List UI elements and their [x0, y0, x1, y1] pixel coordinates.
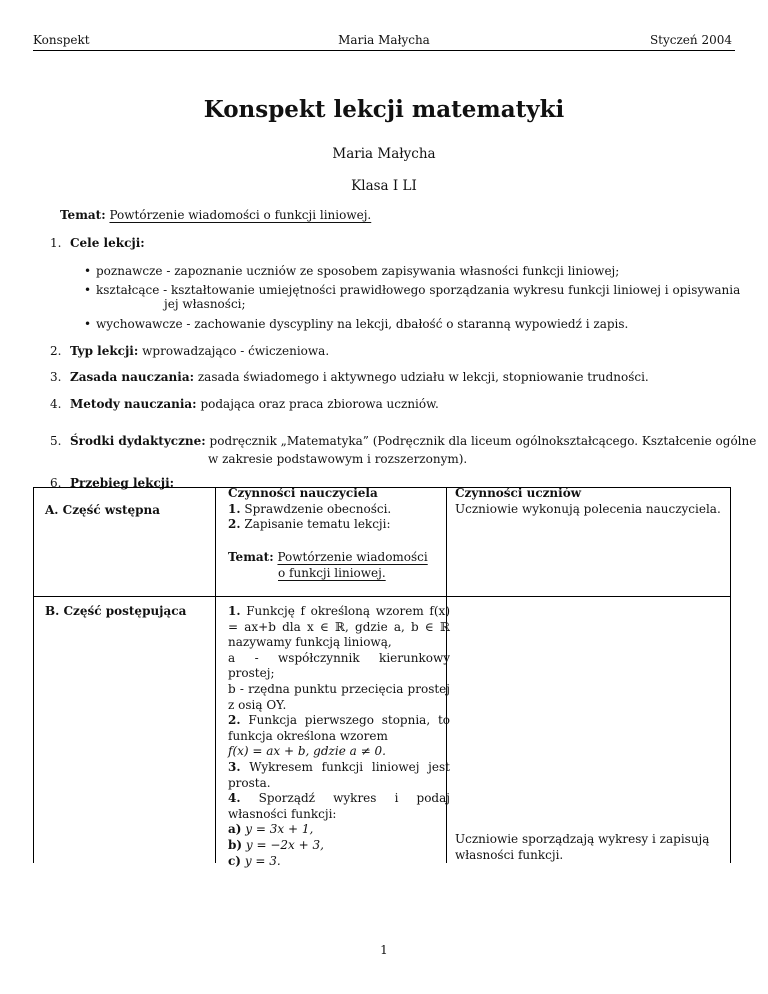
list-item — [84, 264, 619, 278]
item-number: 2. — [228, 713, 241, 728]
list-item — [84, 317, 628, 331]
item-number: c) — [228, 853, 241, 868]
section-number: 6. — [50, 476, 62, 490]
bullet-text: poznawcze - zapoznanie uczniów ze sposobem zapisywania własności funkcji liniowej; — [96, 264, 620, 278]
table-topic — [228, 550, 428, 566]
section-text: zasada świadomego i aktywnego udziału w lekcji, stopniowanie trudności. — [197, 370, 649, 384]
section-number: 4. — [50, 397, 62, 411]
item-text: Funkcja pierwszego stopnia, to funkcja określona wzorem — [228, 713, 450, 743]
item-number: 3. — [228, 759, 241, 774]
section-label: Środki dydaktyczne: — [70, 434, 206, 448]
section-text-continuation: w zakresie podstawowym i rozszerzonym). — [208, 452, 468, 466]
section-goals — [50, 236, 145, 250]
section-teaching-aids — [50, 434, 756, 448]
table-right-border — [730, 487, 731, 863]
class-label: Klasa I LI — [351, 178, 417, 194]
section-label: Metody nauczania: — [70, 397, 197, 411]
item-text: b - rzędna punktu przecięcia prostej z osią OY. — [228, 681, 450, 712]
item-text: Uczniowie sporządzają wykresy i zapisują własności funkcji. — [455, 832, 710, 862]
item-number: 1. — [228, 604, 241, 618]
table-column-divider — [215, 487, 216, 863]
bullet-icon: • — [84, 264, 92, 278]
table-left-border — [33, 487, 34, 863]
section-label: Zasada nauczania: — [70, 370, 195, 384]
item-text: a - współczynnik kierunkowy prostej; — [228, 650, 450, 681]
bullet-text: kształcące - kształtowanie umiejętności prawidłowego sporządzania wykresu funkcji liniowej i opisywania — [96, 283, 741, 297]
bullet-icon: • — [84, 283, 92, 297]
item-text: Funkcję f określoną wzorem f(x) = ax+b dla x ∈ ℝ, gdzie a, b ∈ ℝ nazywamy funkcją liniową, — [228, 604, 450, 650]
item-number: 2. — [228, 517, 241, 532]
header-rule — [33, 50, 735, 51]
section-label: Cele lekcji: — [70, 236, 145, 250]
page-number: 1 — [380, 943, 388, 957]
item-text: Uczniowie wykonują polecenia nauczyciela. — [455, 501, 721, 516]
running-header-right: Styczeń 2004 — [649, 33, 732, 47]
topic-label: Temat: — [60, 208, 106, 222]
topic-line — [60, 208, 371, 222]
bullet-text: wychowawcze - zachowanie dyscypliny na lekcji, dbałość o staranną wypowiedź i zapis. — [96, 317, 629, 331]
student-activities-main — [455, 832, 737, 863]
row-label-intro — [45, 503, 160, 519]
section-number: 1. — [50, 236, 62, 250]
item-text: Zapisanie tematu lekcji: — [244, 517, 391, 532]
section-teaching-methods — [50, 397, 439, 411]
students-column-header: Czynności uczniów — [455, 486, 582, 500]
section-text: wprowadzająco - ćwiczeniowa. — [142, 344, 330, 358]
running-header-center: Maria Małycha — [338, 33, 430, 47]
section-number: 2. — [50, 344, 62, 358]
page-title: Konspekt lekcji matematyki — [203, 96, 565, 123]
item-text: f(x) = ax + b, gdzie a ≠ 0. — [228, 744, 386, 759]
list-item — [84, 283, 740, 311]
item-number: 1. — [228, 501, 241, 516]
item-text: Sporządź wykres i podaj własności funkcji: — [228, 791, 450, 821]
formula: y = 3. — [244, 853, 281, 868]
row-label-text: A. Część wstępna — [45, 503, 161, 517]
table-topic-continuation — [278, 566, 386, 582]
teacher-column-header: Czynności nauczyciela — [228, 486, 378, 500]
section-text: podająca oraz praca zbiorowa uczniów. — [200, 397, 439, 411]
section-number: 3. — [50, 370, 62, 384]
section-lesson-type — [50, 344, 329, 358]
author: Maria Małycha — [332, 146, 436, 162]
item-text: Sprawdzenie obecności. — [244, 501, 392, 516]
topic-label: Temat: — [228, 550, 274, 564]
section-label: Typ lekcji: — [70, 344, 139, 358]
student-activities-intro — [455, 486, 737, 517]
row-label-text: B. Część postępująca — [45, 604, 187, 618]
teacher-activities-main — [228, 604, 450, 869]
table-row-divider — [33, 596, 731, 597]
item-text: Wykresem funkcji liniowej jest prosta. — [228, 759, 450, 790]
topic-text: Powtórzenie wiadomości o funkcji liniowej. — [109, 208, 372, 222]
section-label: Przebieg lekcji: — [70, 476, 175, 490]
item-number: 4. — [228, 791, 241, 806]
section-text: podręcznik „Matematyka” (Podręcznik dla liceum ogólnokształcącego. Kształcenie ogólne — [209, 434, 757, 448]
topic-text-line: Powtórzenie wiadomości — [277, 550, 428, 564]
formula: y = 3x + 1, — [245, 822, 314, 837]
running-header-left: Konspekt — [33, 33, 90, 47]
section-teaching-principle — [50, 370, 649, 384]
item-number: a) — [228, 822, 242, 837]
bullet-icon: • — [84, 317, 92, 331]
topic-text-line: o funkcji liniowej. — [278, 566, 386, 580]
bullet-continuation: jej własności; — [164, 297, 246, 311]
formula: y = −2x + 3, — [245, 837, 324, 852]
item-number: b) — [228, 837, 243, 852]
row-label-main — [45, 604, 186, 620]
section-number: 5. — [50, 434, 62, 448]
teacher-activities-intro — [228, 486, 450, 533]
